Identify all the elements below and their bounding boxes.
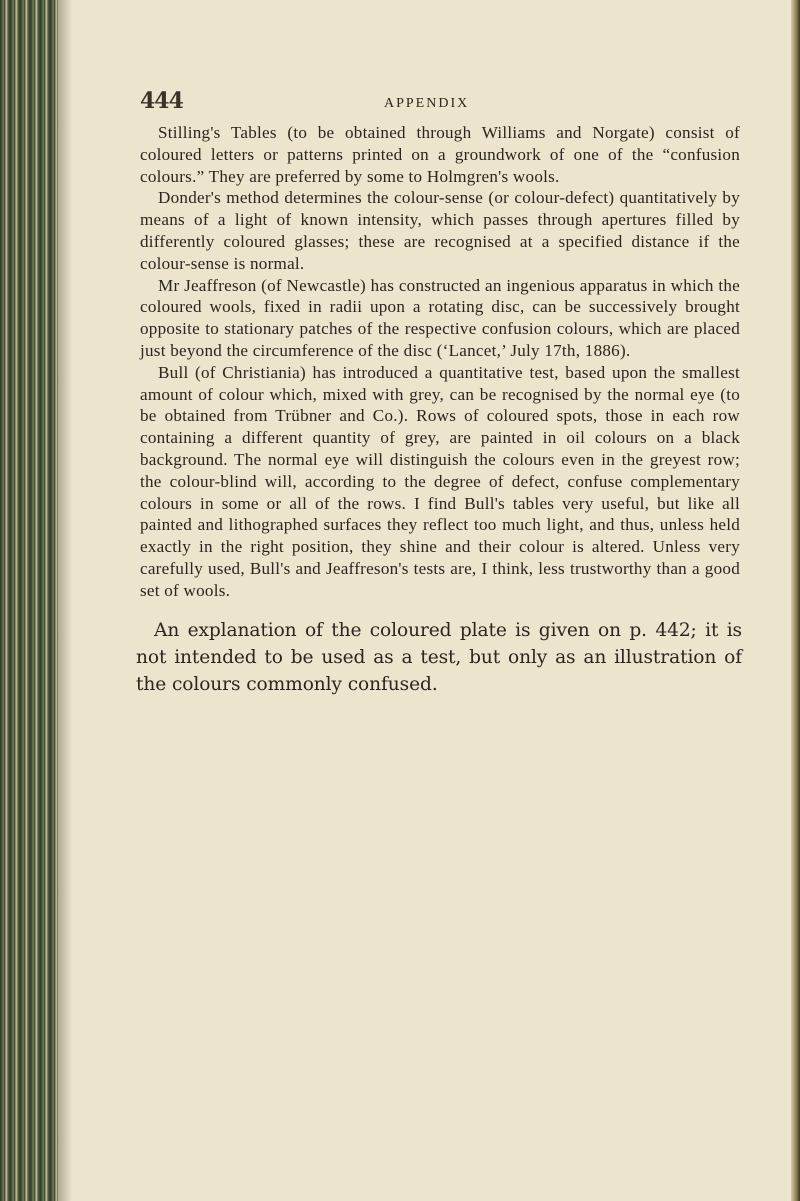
body-text bbox=[140, 122, 740, 602]
coloured-plate-note: An explanation of the coloured plate is given on p. 442; it is not intended to be used as a test, but only as an illustration of the colours commonly confused. bbox=[136, 619, 742, 695]
paragraph-donder: Donder's method determines the colour-sense (or colour-defect) quantitatively by means of a light of known intensity, which passes through apertures filled by differently coloured glasses; these are recognised at a specified distance if the colour-sense is normal. bbox=[140, 188, 740, 273]
book-page bbox=[136, 88, 742, 698]
page-header bbox=[140, 88, 740, 122]
book-binding-edge bbox=[0, 0, 58, 1201]
paragraph-bull: Bull (of Christiania) has introduced a quantitative test, based upon the smallest amount of colour which, mixed with grey, can be recognised by the normal eye (to be obtained from Trübner and Co.). Rows of coloured spots, those in each row containing a different quantity of grey, are painted in oil colours on a black background. The normal eye will distinguish the colours even in the greyest row; the colour-blind will, according to the degree of defect, confuse complementary colours in some or all of the rows. I find Bull's tables very useful, but like all painted and lithographed surfaces they reflect too much light, and thus, unless held exactly in the right position, they shine and their colour is altered. Unless very carefully used, Bull's and Jeaffreson's tests are, I think, less trustworthy than a good set of wools. bbox=[140, 362, 740, 600]
page-number: 444 bbox=[140, 88, 183, 114]
gutter-shadow bbox=[58, 0, 72, 1201]
page-right-edge bbox=[791, 0, 800, 1201]
paragraph-stilling: Stilling's Tables (to be obtained through Williams and Norgate) consist of coloured letters or patterns printed on a groundwork of one of the “confusion colours.” They are preferred by some to Holmgren's wools. bbox=[140, 123, 740, 186]
running-head: APPENDIX bbox=[384, 96, 470, 111]
paragraph-jeaffreson: Mr Jeaffreson (of Newcastle) has constructed an ingenious apparatus in which the coloured wools, fixed in radii upon a rotating disc, can be successively brought opposite to stationary patches of the respective confusion colours, which are placed just beyond the circumference of the disc (‘Lancet,’ July 17th, 1886). bbox=[140, 275, 740, 360]
